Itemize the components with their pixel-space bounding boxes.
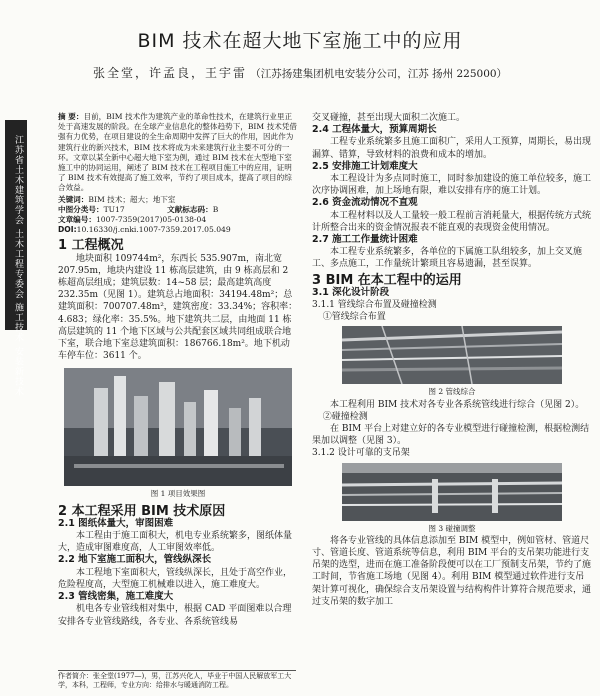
section-2-1-heading: 2.1 图纸体量大，审图困难	[58, 517, 174, 529]
right-column	[312, 112, 592, 608]
doi-value: 10.16330/j.cnki.1007-7359.2017.05.049	[76, 225, 231, 235]
item-2-heading: ②碰撞检测	[322, 411, 368, 422]
keywords-label: 关键词：	[58, 194, 89, 204]
clc-label: 中图分类号：	[58, 204, 104, 214]
figure-1-image	[64, 368, 292, 486]
section-1-body: 地块面积 109744m²，东西长 535.907m，南北宽 207.95m，地块内建设 11 栋高层建筑，由 9 栋高层和 2 栋超高层组成；建筑层数：14~58 层；最高建筑高度 232.35m（见图 1）。建筑总占地面积：34194.48m²；总建筑面积：700707.48m²，建筑密度：33.34%；容积率：4.683；绿化率：35.5%。地下建筑共二层，由地面 11 栋高层建筑的 11 个地下区域与公共配套区域共同组成联合地下室，联合地下室总建筑面积：186766.18m²。地下机动车停车位：3611 个。	[58, 253, 298, 362]
collision-adjust-image	[342, 463, 562, 521]
section-3-1-1-heading: 3.1.1 管线综合布置及碰撞检测	[312, 300, 437, 311]
section-2-2-body: 本工程地下室面积大，管线纵深长，且处于高空作业，危险程度高，大型施工机械难以进入，施工难度大。	[58, 567, 293, 590]
clc-value: TU17	[103, 204, 125, 214]
pipeline-model-image	[342, 326, 562, 384]
figure-2-image	[342, 326, 562, 384]
doc-code-label: 文献标志码：	[167, 204, 213, 214]
figure-3-image	[342, 463, 562, 521]
keywords-value: BIM 技术；超大；地下室	[88, 194, 176, 204]
section-2-3-continued: 交叉碰撞，甚至出现大面积二次施工。	[312, 113, 466, 123]
section-2-4-heading: 2.4 工程体量大，预算周期长	[312, 124, 437, 136]
figure-2-caption: 图 2 管线综合	[428, 387, 476, 397]
footnote: 作者简介：张全堂(1977—)，男，江苏兴化人，毕业于中国人民解放军工大学，本科，工程师，专业方向：给排水与暖通消防工程。	[58, 672, 292, 689]
authors: 张全堂，许孟良，王宇雷	[92, 66, 247, 80]
section-2-7-body: 本工程专业系统繁多，各单位的下属施工队组较多，加上交叉施工、多点施工，工作量统计繁琐且容易遗漏，甚至误算。	[312, 247, 583, 270]
section-2-6-body: 本工程材料以及人工量较一般工程前言消耗量大，根据传统方式统计所整合出来的资金情况报表不能直观的表现资金使用情况。	[312, 210, 592, 233]
section-2-3-body: 机电各专业管线相对集中，根据 CAD 平面图难以合理安排各专业管线路线，各专业、各系统管线易	[58, 604, 292, 627]
figure-2-body: 本工程利用 BIM 技术对各专业各系统管线进行综合（见图 2）。	[330, 399, 585, 410]
figure-3-caption: 图 3 碰撞调整	[428, 523, 476, 533]
doi	[58, 225, 298, 235]
section-2-2-heading: 2.2 地下室施工面积大，管线纵深长	[58, 554, 212, 566]
classification	[58, 205, 298, 215]
affiliation: （江苏扬建集团机电安装分公司，江苏 扬州 225000）	[250, 68, 508, 80]
section-2-4-body: 工程专业系统繁多且施工面积广，采用人工预算，周期长，易出现漏算、错算，导致材料的浪费和成本的增加。	[312, 137, 592, 160]
left-column	[58, 112, 298, 628]
abstract-text: 目前，BIM 技术作为建筑产业的革命性技术，在建筑行业里正处于高速发展的阶段。在全球产业信息化的整体趋势下，BIM 技术凭借强有力优势，在项目建设的全生命周期中发挥了巨大的作用，因此作为建筑行业的新兴技术，BIM 技术将成为未来建筑行业主要不可分的一环。文章以某全新中心超大地下室为例，通过 BIM 技术在大型地下室施工中的协同运用，阐述了 BIM 技术在工程项目施工中的应用，证明了 BIM 技术有效提高了施工效率，节约了项目成本，提高了项目的综合效益。	[58, 112, 297, 193]
section-1-heading: 1 工程概况	[58, 238, 124, 254]
section-2-5-body: 本工程设计为多点同时施工，同时参加建设的施工单位较多，施工次序协调困难，加上场地有限，难以安排有序的施工计划。	[312, 174, 592, 197]
abstract-label: 摘 要：	[58, 112, 84, 121]
doc-code-value: B	[212, 204, 219, 214]
section-2-1-body: 本工程由于施工面积大，机电专业系统繁多，图纸体量大，造成审图难度高，人工审图效率低。	[58, 531, 293, 554]
sidebar-text: 江苏省土木建筑学会 土木工程专委会 施工技术 安装新技术	[13, 135, 23, 397]
section-2-7-heading: 2.7 施工工作量统计困难	[312, 234, 418, 246]
page-title: BIM 技术在超大地下室施工中的应用	[137, 30, 463, 52]
footnote-rule	[58, 670, 296, 671]
figure-1-caption: 图 1 项目效果图	[150, 489, 206, 499]
section-2-5-heading: 2.5 安排施工计划难度大	[312, 160, 418, 172]
section-2-heading: 2 本工程采用 BIM 技术原因	[58, 503, 226, 519]
article-number	[58, 215, 298, 225]
item-2-body: 在 BIM 平台上对建立好的各专业模型进行碰撞检测，根据检测结果加以调整（见图 3）。	[312, 424, 590, 447]
doi-label: DOI:	[58, 225, 77, 235]
city-render-image	[64, 368, 292, 486]
article-no-value: 1007-7359(2017)05-0138-04	[95, 215, 207, 225]
section-3-heading: 3 BIM 在本工程中的运用	[312, 272, 462, 288]
keywords	[58, 195, 298, 205]
section-2-6-heading: 2.6 资金流动情况不直观	[312, 197, 418, 209]
section-2-3-heading: 2.3 管线密集，施工难度大	[58, 591, 174, 603]
item-1-heading: ①管线综合布置	[322, 312, 386, 323]
authors-line	[0, 64, 600, 81]
section-3-1-2-heading: 3.1.2 设计可靠的支吊架	[312, 448, 410, 459]
section-3-1-2-body: 将各专业管线的具体信息添加至 BIM 模型中，例如管材、管道尺寸、管道长度、管道系统等信息，利用 BIM 平台的支吊架功能进行支吊架的选型，进而在施工准备阶段便可以在工厂预制支吊架，节约了施工时间，节省施工场地（见图 4）。利用 BIM 模型通过软件进行支吊架计算可视化，确保综合支吊架设置与结构构件计算符合规范要求，通过支吊架的数字加工	[312, 535, 592, 607]
abstract	[58, 112, 298, 194]
section-3-1-heading: 3.1 深化设计阶段	[312, 286, 390, 298]
article-no-label: 文章编号：	[58, 215, 96, 225]
